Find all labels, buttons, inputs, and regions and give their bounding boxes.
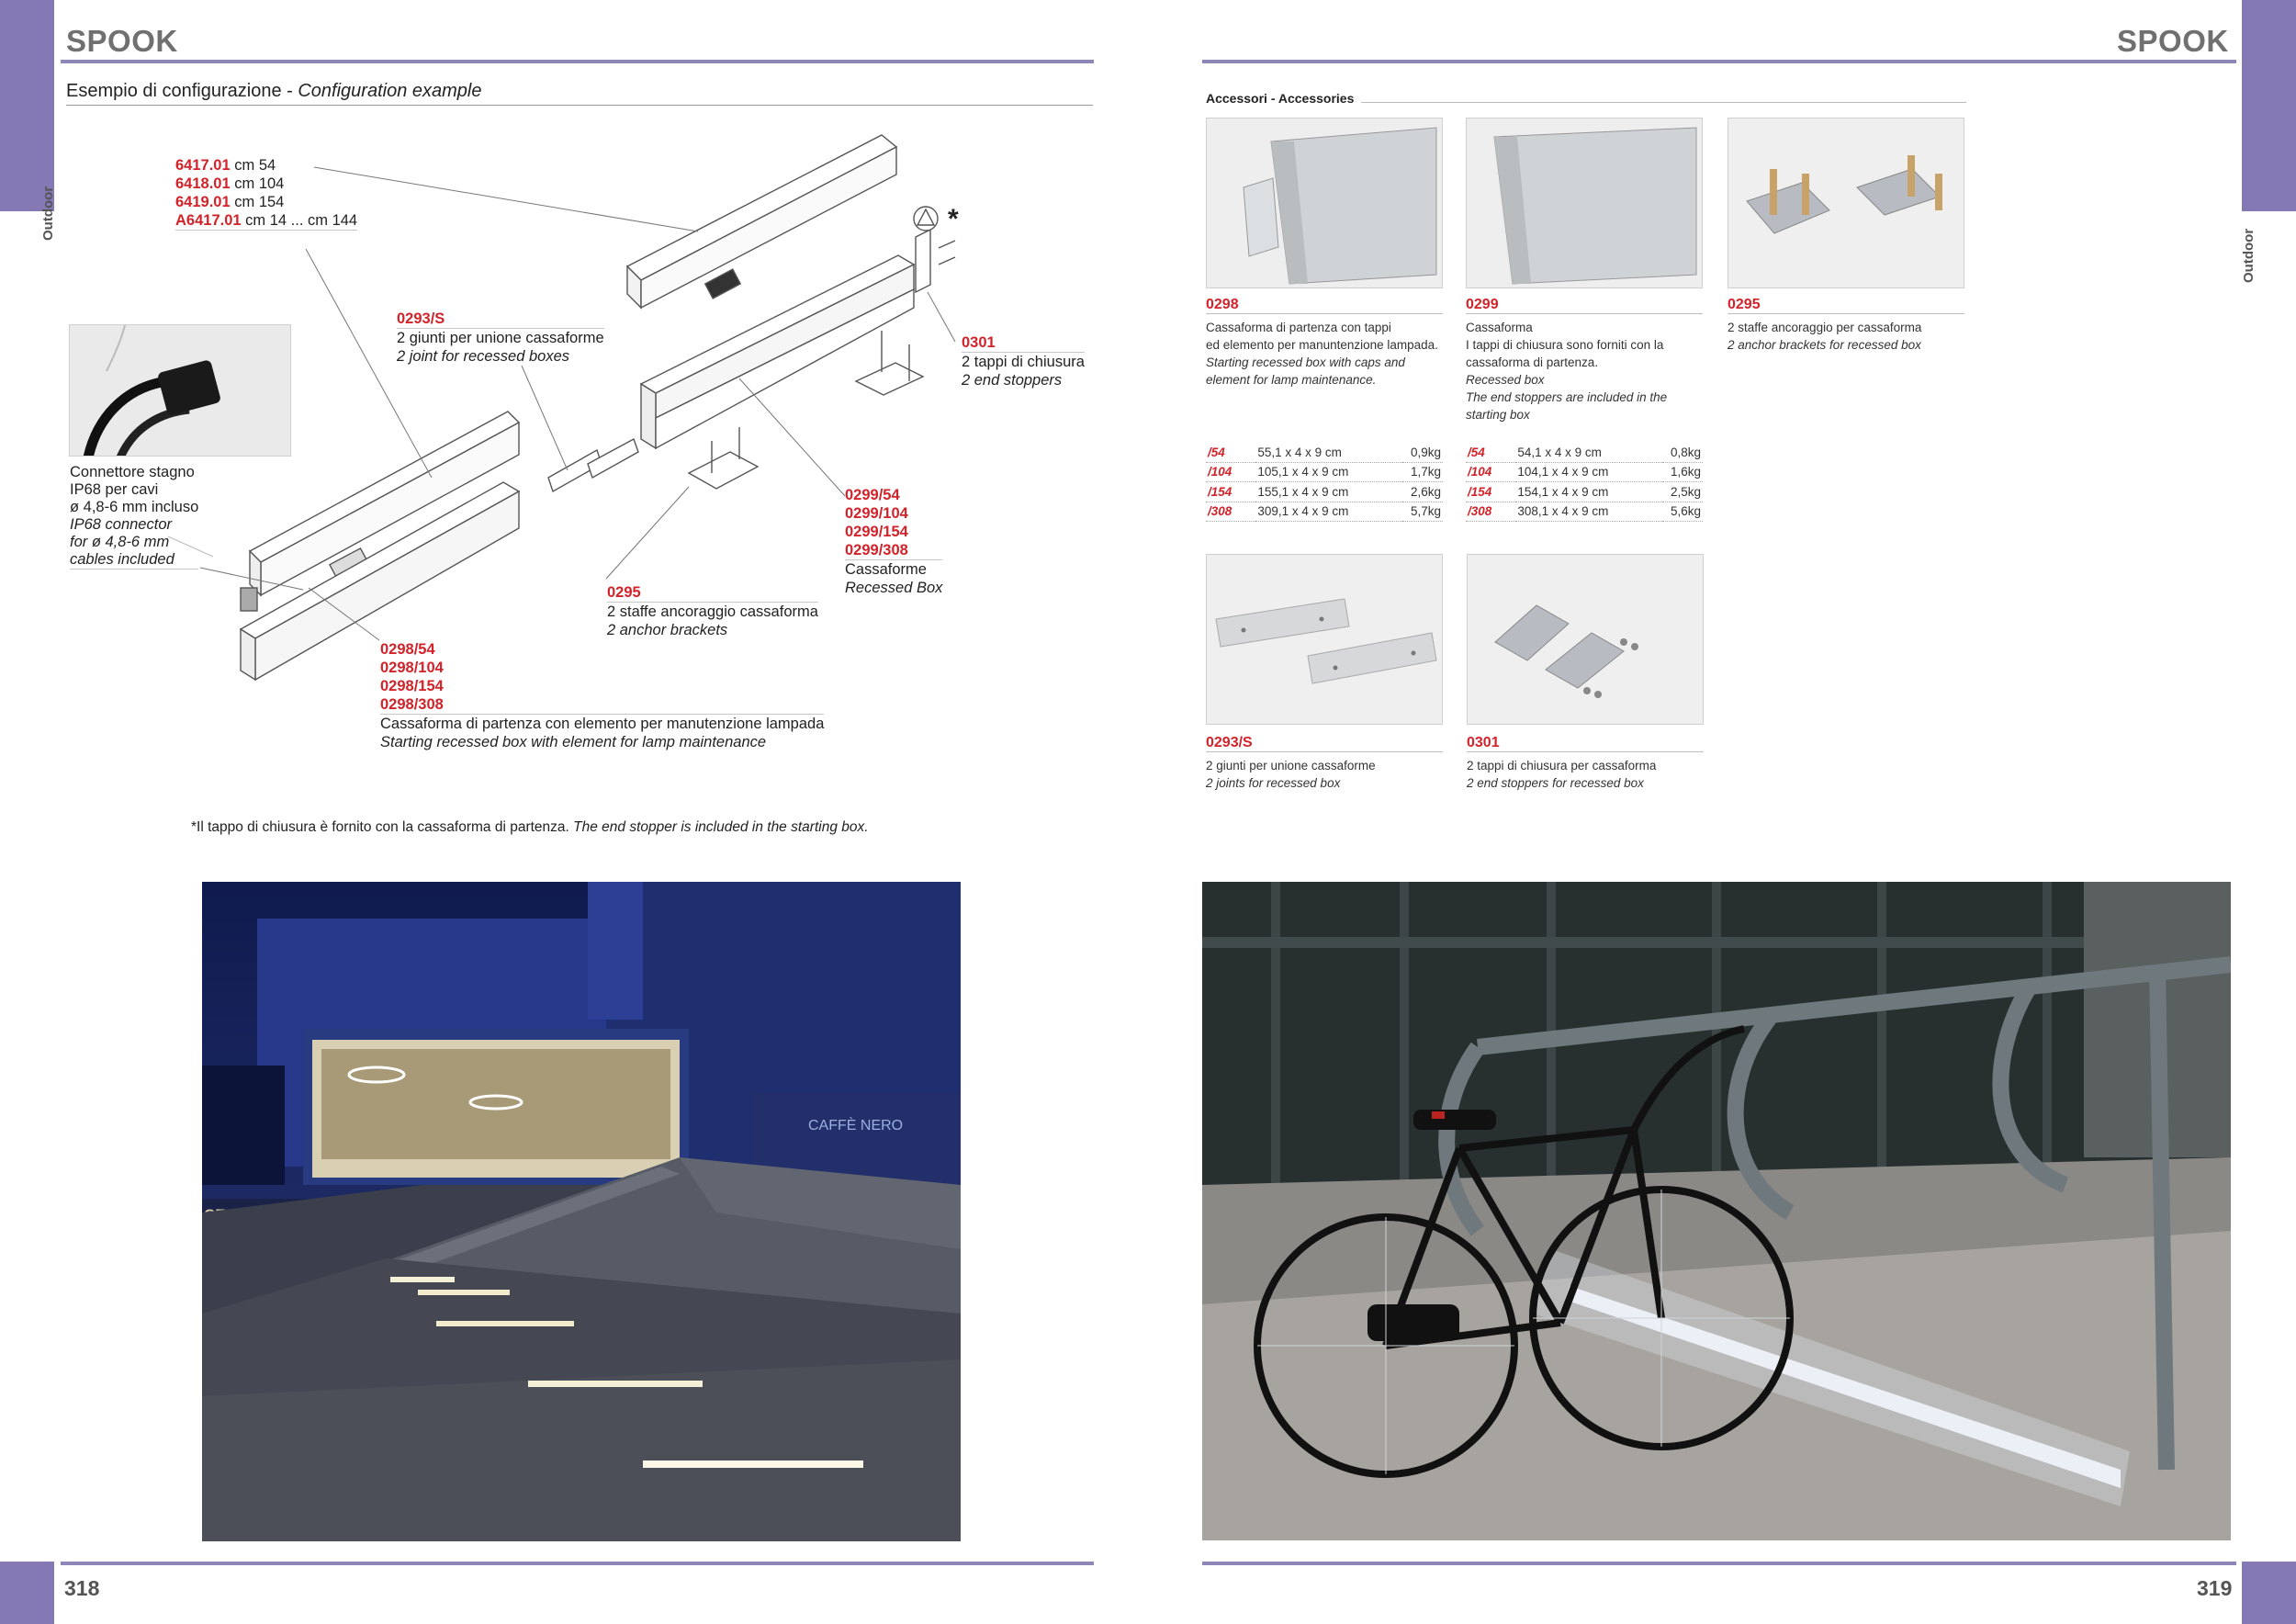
table-row: /154 154,1 x 4 x 9 cm 2,5kg — [1466, 482, 1703, 502]
callout-0295 — [607, 583, 818, 639]
right-bottom-tab — [2242, 1562, 2296, 1624]
callout-0299-it: Cassaforme — [845, 561, 927, 578]
callout-0298-code-1: 0298/54 — [380, 641, 435, 658]
right-header-rule — [1202, 60, 2236, 63]
left-brand: SPOOK — [66, 24, 178, 58]
footnote-it: *Il tappo di chiusura è fornito con la cassaforma di partenza. — [191, 819, 574, 835]
section-title-en: Configuration example — [298, 81, 482, 101]
right-page-number: 319 — [2197, 1576, 2233, 1600]
accessory-0298-code: 0298 — [1206, 297, 1443, 314]
accessory-0293-desc: 2 giunti per unione cassaforme 2 joints for recessed box — [1206, 759, 1376, 790]
callout-0293-en: 2 joint for recessed boxes — [397, 348, 570, 365]
callout-0293 — [397, 310, 604, 366]
table-row: /104 104,1 x 4 x 9 cm 1,6kg — [1466, 462, 1703, 482]
right-brand: SPOOK — [2117, 24, 2229, 58]
right-side-label: Outdoor — [2241, 228, 2257, 283]
connector-photo — [69, 324, 291, 457]
callout-0295-code: 0295 — [607, 583, 818, 603]
callout-0295-en: 2 anchor brackets — [607, 622, 728, 638]
accessory-0301-photo — [1467, 554, 1704, 725]
bicycle-photo — [1202, 882, 2231, 1540]
accessory-0299-code: 0299 — [1466, 297, 1703, 314]
connector-en-1: IP68 connector — [70, 516, 172, 533]
callout-0299-en: Recessed Box — [845, 580, 943, 596]
callout-0298-en: Starting recessed box with element for lamp maintenance — [380, 734, 767, 750]
table-row: /308 308,1 x 4 x 9 cm 5,6kg — [1466, 502, 1703, 522]
accessory-0298-photo — [1206, 118, 1443, 288]
callout-0295-it: 2 staffe ancoraggio cassaforma — [607, 603, 818, 620]
store-sign: CAFFÈ NERO — [808, 1118, 904, 1133]
callout-0298-code-2: 0298/104 — [380, 660, 444, 676]
right-footer-rule — [1202, 1562, 2236, 1565]
footnote — [191, 819, 869, 836]
callout-0299-code-1: 0299/54 — [845, 487, 900, 503]
table-row: /104 105,1 x 4 x 9 cm 1,7kg — [1206, 462, 1443, 482]
connector-it-2: IP68 per cavi — [70, 481, 159, 498]
upper-lamp-body — [627, 135, 896, 280]
callout-0301-en: 2 end stoppers — [962, 372, 1063, 389]
lamp-line-1: 6417.01 cm 54 — [175, 157, 276, 174]
accessories-header — [1206, 91, 1966, 109]
callout-lamps — [175, 156, 357, 231]
left-side-label: Outdoor — [40, 186, 56, 241]
accessory-0298-desc: Cassaforma di partenza con tappi ed elemento per manuntenzione lampada. Starting recessed box with caps and element for lamp maintenance. — [1206, 321, 1438, 387]
anchor-bracket-upper — [856, 331, 923, 395]
table-row: /54 54,1 x 4 x 9 cm 0,8kg — [1466, 443, 1703, 462]
connector-it-3: ø 4,8-6 mm incluso — [70, 499, 199, 515]
callout-0301 — [962, 333, 1085, 389]
accessory-0299-desc: Cassaforma I tappi di chiusura sono forniti con la cassaforma di partenza. Recessed box The end stoppers are included in the starting box — [1466, 321, 1668, 422]
accessory-0301-desc: 2 tappi di chiusura per cassaforma 2 end stoppers for recessed box — [1467, 759, 1657, 790]
lamp-line-4: A6417.01 cm 14 ... cm 144 — [175, 212, 358, 229]
callout-0299 — [845, 486, 942, 597]
left-bottom-tab — [0, 1562, 54, 1624]
accessory-0301-code: 0301 — [1467, 735, 1704, 752]
accessory-0298-table — [1206, 443, 1443, 522]
callout-0298-it: Cassaforma di partenza con elemento per manutenzione lampada — [380, 716, 825, 732]
accessory-0299-photo — [1466, 118, 1703, 288]
accessory-0295-desc: 2 staffe ancoraggio per cassaforma 2 anchor brackets for recessed box — [1728, 321, 1922, 352]
left-page-number: 318 — [64, 1576, 100, 1600]
accessory-0295-photo — [1728, 118, 1964, 288]
lamp-line-2: 6418.01 cm 104 — [175, 175, 285, 192]
callout-0298 — [380, 640, 824, 751]
callout-0298-code-4: 0298/308 — [380, 695, 824, 715]
section-title-it: Esempio di configurazione - — [66, 81, 298, 101]
accessory-0293-code: 0293/S — [1206, 735, 1443, 752]
left-footer-rule — [61, 1562, 1094, 1565]
end-stopper — [916, 230, 930, 292]
callout-0299-code-4: 0299/308 — [845, 541, 942, 560]
callout-0301-it: 2 tappi di chiusura — [962, 354, 1085, 370]
table-row: /54 55,1 x 4 x 9 cm 0,9kg — [1206, 443, 1443, 462]
accessory-0293-photo — [1206, 554, 1443, 725]
callout-0293-code: 0293/S — [397, 310, 604, 329]
callout-0293-it: 2 giunti per unione cassaforme — [397, 330, 604, 346]
stairs-night-photo — [202, 882, 961, 1541]
accessories-title: Accessori - Accessories — [1206, 91, 1361, 106]
table-row: /154 155,1 x 4 x 9 cm 2,6kg — [1206, 482, 1443, 502]
connector-caption — [70, 464, 198, 570]
upper-lamp-driver — [705, 269, 740, 299]
table-row: /308 309,1 x 4 x 9 cm 5,7kg — [1206, 502, 1443, 522]
callout-0298-code-3: 0298/154 — [380, 678, 444, 694]
asterisk-mark: * — [948, 204, 959, 234]
lamp-line-3: 6419.01 cm 154 — [175, 194, 285, 210]
accessory-0299-table — [1466, 443, 1703, 522]
connector-it-1: Connettore stagno — [70, 464, 195, 480]
callout-0299-code-3: 0299/154 — [845, 524, 908, 540]
right-side-tab — [2242, 0, 2296, 211]
footnote-en: The end stopper is included in the starting box. — [573, 819, 869, 835]
accessory-0295-code: 0295 — [1728, 297, 1964, 314]
connector-en-3: cables included — [70, 551, 198, 570]
connector-en-2: for ø 4,8-6 mm — [70, 534, 170, 550]
callout-0299-code-2: 0299/104 — [845, 505, 908, 522]
anchor-bracket-lower — [689, 427, 758, 489]
callout-0301-code: 0301 — [962, 333, 1085, 353]
